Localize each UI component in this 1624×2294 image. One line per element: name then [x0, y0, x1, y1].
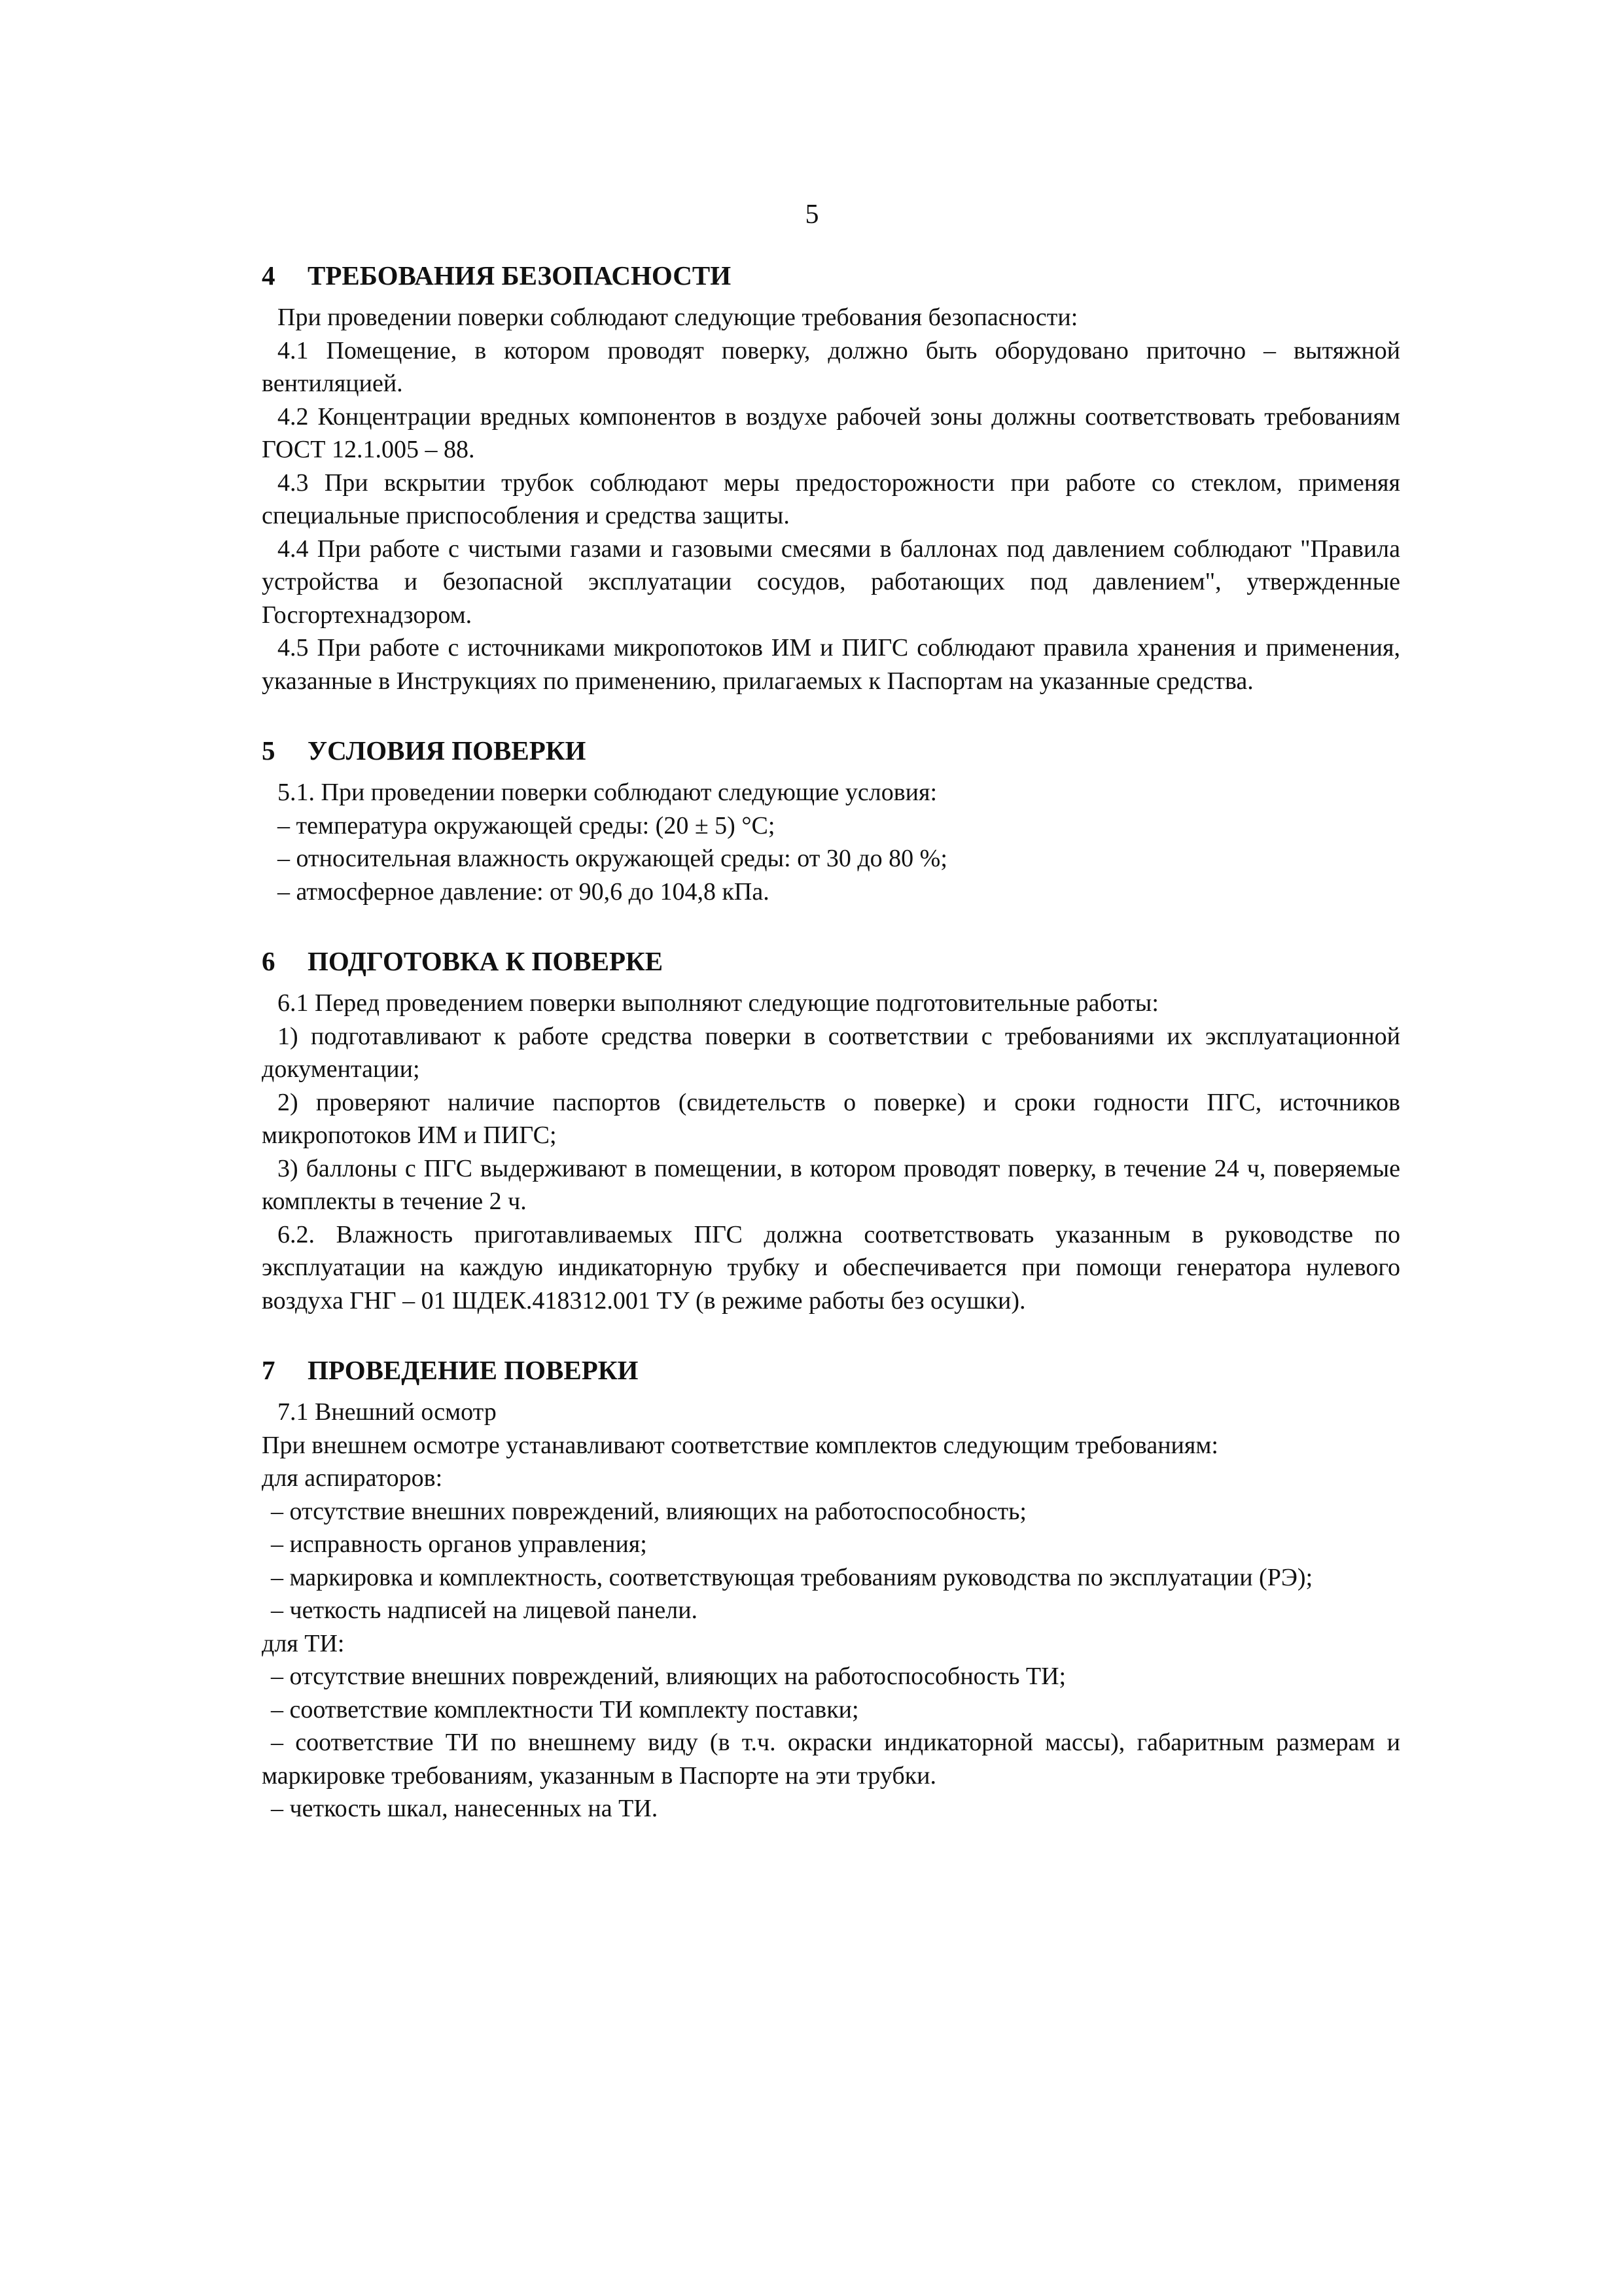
paragraph: 4.4 При работе с чистыми газами и газовыми смесями в баллонах под давлением соблюдают "Правила устройства и безопасной эксплуатации сосудов, работающих под давлением", утвержденные Госгортехнадзором.: [262, 535, 1400, 629]
paragraph: 4.1 Помещение, в котором проводят поверку, должно быть оборудовано приточно – вытяжной вентиляцией.: [262, 336, 1400, 397]
list-item: – отсутствие внешних повреждений, влияющих на работоспособность ТИ;: [271, 1663, 1067, 1690]
section-title: ПОДГОТОВКА К ПОВЕРКЕ: [308, 946, 663, 976]
subsection-title: 7.1 Внешний осмотр: [277, 1398, 497, 1426]
list-item: – соответствие ТИ по внешнему виду (в т.ч. окраски индикаторной массы), габаритным размерам и маркировке требованиям, указанным в Паспорте на эти трубки.: [262, 1729, 1400, 1790]
section-number: 6: [262, 946, 275, 976]
section-heading: [262, 256, 1400, 294]
list-item: – четкость надписей на лицевой панели.: [271, 1597, 698, 1624]
paragraph: 6.2. Влажность приготавливаемых ПГС должна соответствовать указанным в руководстве по эксплуатации на каждую индикаторную трубку и обеспечивается при помощи генератора нулевого воздуха ГНГ – 01 ШДЕК.418312.001 ТУ (в режиме работы без осушки).: [262, 1220, 1400, 1315]
section-heading: [262, 1351, 1400, 1389]
paragraph: При проведении поверки соблюдают следующие требования безопасности:: [277, 304, 1078, 331]
section-number: 5: [262, 735, 275, 766]
paragraph: 4.5 При работе с источниками микропотоков ИМ и ПИГС соблюдают правила хранения и применения, указанные в Инструкциях по применению, прилагаемых к Паспортам на указанные средства.: [262, 634, 1400, 695]
list-item: 1) подготавливают к работе средства поверки в соответствии с требованиями их эксплуатационной документации;: [262, 1022, 1400, 1083]
list-item: 3) баллоны с ПГС выдерживают в помещении, в котором проводят поверку, в течение 24 ч, поверяемые комплекты в течение 2 ч.: [262, 1154, 1400, 1215]
section-title: ПРОВЕДЕНИЕ ПОВЕРКИ: [308, 1355, 639, 1385]
paragraph: 4.2 Концентрации вредных компонентов в воздухе рабочей зоны должны соответствовать требованиям ГОСТ 12.1.005 – 88.: [262, 402, 1400, 463]
list-item: – соответствие комплектности ТИ комплекту поставки;: [271, 1695, 859, 1723]
list-heading: для аспираторов:: [262, 1464, 443, 1492]
paragraph: 4.3 При вскрытии трубок соблюдают меры предосторожности при работе со стеклом, применяя специальные приспособления и средства защиты.: [262, 468, 1400, 529]
section-verification-procedure: [262, 1351, 1400, 1826]
section-number: 7: [262, 1355, 275, 1385]
paragraph: 5.1. При проведении поверки соблюдают следующие условия:: [277, 779, 938, 806]
section-title: УСЛОВИЯ ПОВЕРКИ: [308, 735, 586, 766]
list-item: – температура окружающей среды: (20 ± 5) °С;: [277, 811, 775, 839]
section-verification-preparation: [262, 942, 1400, 1317]
list-item: – относительная влажность окружающей среды: от 30 до 80 %;: [277, 845, 947, 872]
section-title: ТРЕБОВАНИЯ БЕЗОПАСНОСТИ: [308, 260, 732, 291]
list-item: – четкость шкал, нанесенных на ТИ.: [271, 1795, 658, 1822]
paragraph: 6.1 Перед проведением поверки выполняют следующие подготовительные работы:: [277, 989, 1159, 1017]
section-safety-requirements: [262, 256, 1400, 697]
section-heading: [262, 942, 1400, 980]
list-item: 2) проверяют наличие паспортов (свидетельств о поверке) и сроки годности ПГС, источников микропотоков ИМ и ПИГС;: [262, 1088, 1400, 1149]
section-heading: [262, 732, 1400, 769]
section-number: 4: [262, 260, 275, 291]
list-item: – атмосферное давление: от 90,6 до 104,8 кПа.: [277, 877, 769, 906]
list-item: – отсутствие внешних повреждений, влияющих на работоспособность;: [271, 1497, 1027, 1525]
paragraph: При внешнем осмотре устанавливают соответствие комплектов следующим требованиям:: [262, 1431, 1218, 1459]
list-item: – исправность органов управления;: [271, 1530, 647, 1558]
section-verification-conditions: [262, 732, 1400, 908]
list-heading: для ТИ:: [262, 1629, 345, 1657]
document-body: [262, 256, 1400, 1826]
page-number: 5: [805, 200, 819, 230]
list-item: – маркировка и комплектность, соответствующая требованиям руководства по эксплуатации (РЭ);: [271, 1563, 1313, 1591]
